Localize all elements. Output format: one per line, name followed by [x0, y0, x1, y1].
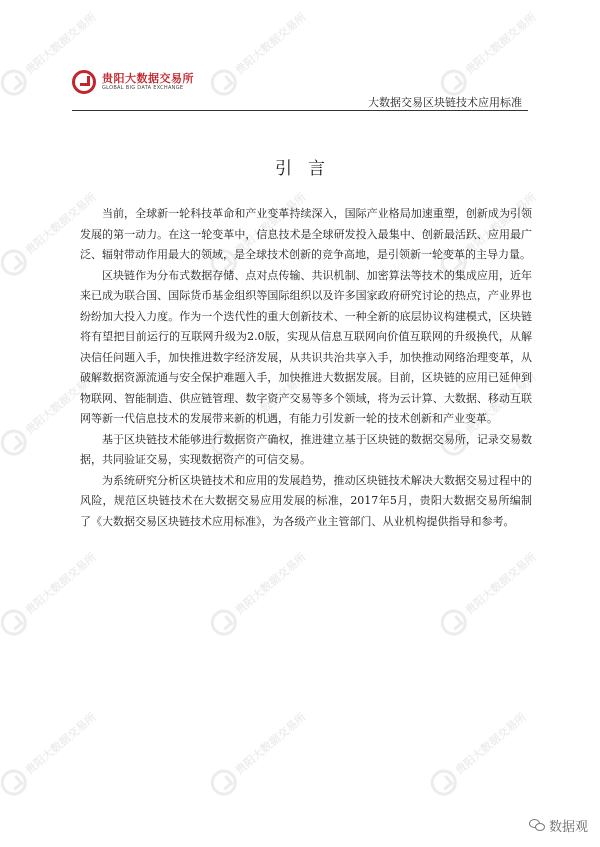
watermark: 贵阳大数据交易所 — [205, 185, 312, 281]
logo-name-cn: 贵阳大数据交易所 — [102, 72, 194, 85]
watermark: 贵阳大数据交易所 — [435, 5, 542, 101]
paragraph: 基于区块链技术能够进行数据资产确权，推进建立基于区块链的数据交易所，记录交易数据，共同验证交易，实现数据资产的可信交易。 — [80, 432, 532, 466]
watermark: 贵阳大数据交易所 — [0, 545, 103, 641]
wechat-icon — [529, 819, 545, 832]
body-text — [80, 204, 532, 532]
watermark: 贵阳大数据交易所 — [435, 545, 542, 641]
watermark: 贵阳大数据交易所 — [0, 5, 103, 101]
watermark: 贵阳大数据交易所 — [205, 5, 312, 101]
paragraph: 当前，全球新一轮科技革命和产业变革持续深入，国际产业格局加速重塑，创新成为引领发展的第一动力。在这一轮变革中，信息技术是全球研发投入最集中、创新最活跃、应用最广泛、辐射带动作用最大的领域，是全球技术创新的竞争高地，是引领新一轮变革的主导力量。 — [80, 207, 532, 261]
watermark: 贵阳大数据交易所 — [0, 185, 103, 281]
header-divider — [72, 110, 528, 111]
watermark: 贵阳大数据交易所 — [435, 365, 542, 461]
exchange-logo — [72, 70, 194, 94]
source-credit — [529, 816, 588, 835]
watermark: 贵阳大数据交易所 — [0, 705, 103, 801]
exchange-logo-icon — [72, 70, 96, 94]
paragraph: 区块链作为分布式数据存储、点对点传输、共识机制、加密算法等技术的集成应用，近年来已成为联合国、国际货币基金组织等国际组织以及许多国家政府研究讨论的热点，产业界也纷纷加大投入力度。作为一个迭代性的重大创新技术、一种全新的底层协议构建模式，区块链将有望把目前运行的互联网升级为2.0版，实现从信息互联网向价值互联网的升级换代，从解决信任问题入手，加快推进数字经济发展，从共识共治共享入手，加快推动网络治理变革，从破解数据资源流通与安全保护难题入手，加快推进大数据发展。目前，区块链的应用已延伸到物联网、智能制造、供应链管理、数字资产交易等多个领域，将为云计算、大数据、移动互联网等新一代信息技术的发展带来新的机遇，有能力引发新一轮的技术创新和产业变革。 — [80, 268, 532, 425]
watermark: 贵阳大数据交易所 — [435, 185, 542, 281]
paragraph: 为系统研究分析区块链技术和应用的发展趋势，推动区块链技术解决大数据交易过程中的风险，规范区块链技术在大数据交易应用发展的标准，2017年5月，贵阳大数据交易所编制了《大数据交易区块链技术应用标准》，为各级产业主管部门、从业机构提供指导和参考。 — [80, 473, 532, 528]
watermark: 贵阳大数据交易所 — [205, 705, 312, 801]
watermark: 贵阳大数据交易所 — [425, 705, 532, 801]
source-name: 数据观 — [548, 820, 588, 835]
running-header-title: 大数据交易区块链技术应用标准 — [368, 96, 522, 109]
watermark: 贵阳大数据交易所 — [205, 545, 312, 641]
watermark: 贵阳大数据交易所 — [0, 365, 103, 461]
watermark: 贵阳大数据交易所 — [205, 365, 312, 461]
section-heading: 引言 — [275, 159, 341, 179]
logo-name-en: GLOBAL BIG DATA EXCHANGE — [102, 85, 184, 91]
